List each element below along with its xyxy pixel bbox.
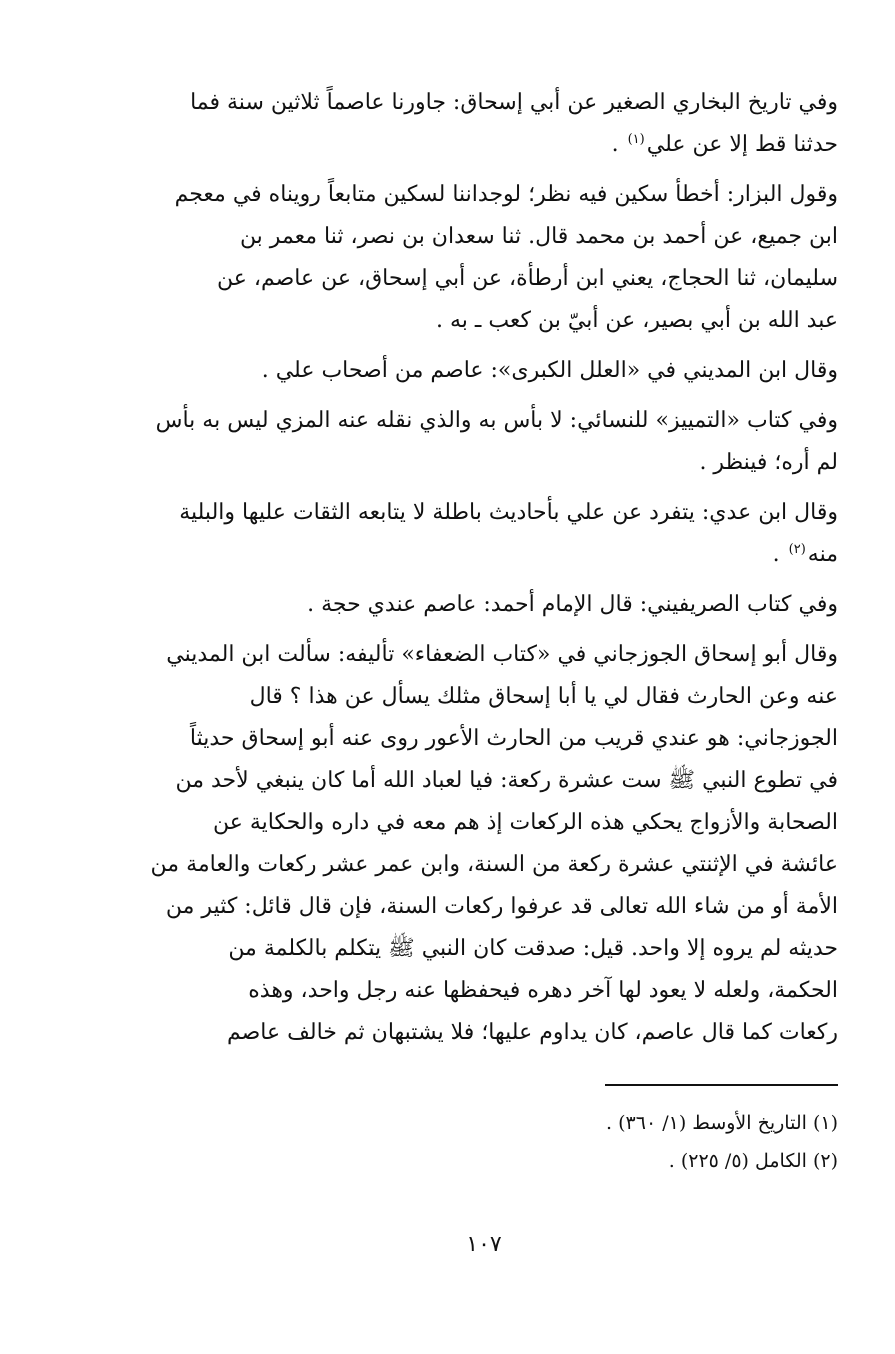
text-line: ابن جميع، عن أحمد بن محمد قال. ثنا سعدان بن نصر، ثنا معمر بن: [239, 224, 838, 249]
footnote-1: (١) التاريخ الأوسط (١/ ٣٦٠) .: [606, 1112, 838, 1134]
footnote-ref-1[interactable]: (١): [627, 131, 645, 147]
footnotes: [130, 1104, 838, 1180]
text-line: وفي كتاب الصريفيني: قال الإمام أحمد: عاصم عندي حجة .: [307, 592, 838, 617]
text-line: عنه وعن الحارث فقال لي يا أبا إسحاق مثلك يسأل عن هذا ؟ قال: [249, 684, 838, 709]
text-line: الحكمة، ولعله لا يعود لها آخر دهره فيحفظها عنه رجل واحد، وهذه: [248, 978, 838, 1003]
footnote-2: (٢) الكامل (٥/ ٢٢٥) .: [668, 1150, 838, 1172]
text-line: وقال ابن عدي: يتفرد عن علي بأحاديث باطلة لا يتابعه الثقات عليها والبلية: [179, 500, 838, 525]
text-line: لم أره؛ فينظر .: [699, 450, 838, 475]
text-line: [130, 534, 838, 576]
paragraph-juzjani: [130, 634, 838, 1054]
paragraph-sarifini: [130, 584, 838, 626]
paragraph-ibn-al-madini: [130, 350, 838, 392]
text-line: الجوزجاني: هو عندي قريب من الحارث الأعور روى عنه أبو إسحاق حديثاً: [189, 726, 838, 751]
text-line-content: حدثنا قط إلا عن علي: [646, 132, 838, 157]
page-number: ١٠٧: [466, 1232, 502, 1257]
text-line: حديثه لم يروه إلا واحد. قيل: صدقت كان النبي ﷺ يتكلم بالكلمة من: [228, 936, 838, 961]
text-line: [130, 124, 838, 166]
paragraph-nasai: [130, 400, 838, 484]
text-line: سليمان، ثنا الحجاج، يعني ابن أرطأة، عن أبي إسحاق، عن عاصم، عن: [217, 266, 838, 291]
trailing-period: .: [772, 542, 780, 567]
text-line: وفي تاريخ البخاري الصغير عن أبي إسحاق: جاورنا عاصماً ثلاثين سنة فما: [190, 90, 838, 115]
paragraph-bukhari: [130, 82, 838, 166]
paragraph-ibn-adi: [130, 492, 838, 576]
text-line: وقال أبو إسحاق الجوزجاني في «كتاب الضعفاء» تأليفه: سألت ابن المديني: [166, 642, 838, 667]
footnote-ref-2[interactable]: (٢): [788, 541, 806, 557]
text-line: وفي كتاب «التمييز» للنسائي: لا بأس به والذي نقله عنه المزي ليس به بأس: [155, 408, 838, 433]
text-line: وقول البزار: أخطأ سكين فيه نظر؛ لوجداننا لسكين متابعاً رويناه في معجم: [174, 182, 838, 207]
text-line: الصحابة والأزواج يحكي هذه الركعات إذ هم معه في داره والحكاية عن: [213, 810, 838, 835]
text-line-content: منه: [807, 542, 838, 567]
text-line: ركعات كما قال عاصم، كان يداوم عليها؛ فلا يشتبهان ثم خالف عاصم: [226, 1020, 838, 1045]
footnote-separator: [605, 1084, 838, 1086]
text-line: في تطوع النبي ﷺ ست عشرة ركعة: فيا لعباد الله أما كان ينبغي لأحد من: [175, 768, 838, 793]
text-line: وقال ابن المديني في «العلل الكبرى»: عاصم من أصحاب علي .: [261, 358, 838, 383]
trailing-period: .: [611, 132, 619, 157]
text-line: عبد الله بن أبي بصير، عن أبيّ بن كعب ـ به .: [435, 308, 838, 333]
text-line: عائشة في الإثنتي عشرة ركعة من السنة، وابن عمر عشر ركعات والعامة من: [150, 852, 838, 877]
text-line: الأمة أو من شاء الله تعالى قد عرفوا ركعات السنة، فإن قال قائل: كثير من: [165, 894, 838, 919]
paragraph-bazzar: [130, 174, 838, 342]
book-page: [130, 82, 838, 1332]
